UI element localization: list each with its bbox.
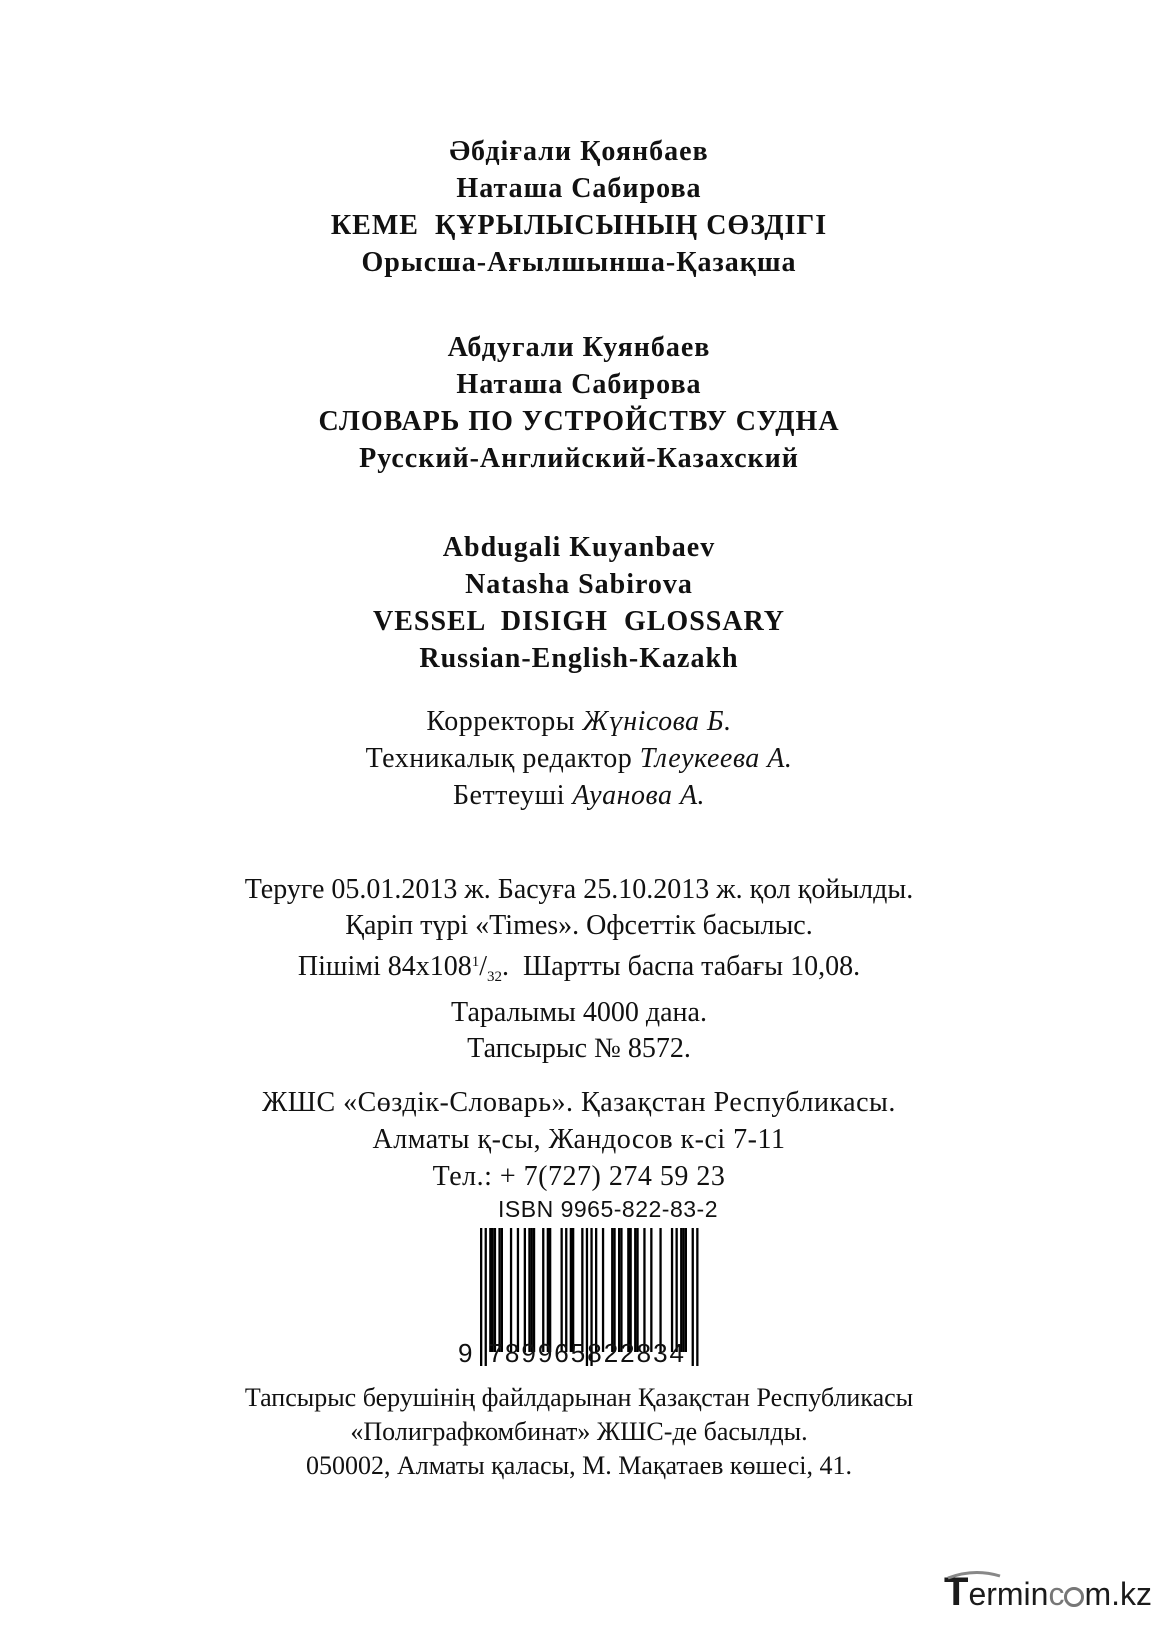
barcode-bar (643, 1228, 645, 1352)
logo-letter-t: T (944, 1570, 969, 1614)
russian-author-2: Наташа Сабирова (456, 369, 702, 400)
publisher-phone: Тел.: + 7(727) 274 59 23 (432, 1161, 726, 1192)
logo-swish-icon (944, 1570, 1004, 1620)
barcode-bar (542, 1228, 544, 1352)
russian-languages: Русский-Английский-Казахский (359, 443, 799, 474)
barcode-bar (517, 1228, 519, 1352)
logo-magnifier-icon (1064, 1587, 1084, 1607)
layout-line (0, 777, 1158, 814)
barcode-bar (524, 1228, 526, 1352)
format-slash: / (479, 951, 488, 982)
english-title-block (0, 529, 1158, 677)
english-author-1: Abdugali Kuyanbaev (442, 532, 716, 563)
tech-editor-line (0, 740, 1158, 777)
barcode-bar (620, 1228, 622, 1352)
layout-name: Ауанова А. (572, 780, 706, 811)
barcode-bar (602, 1228, 604, 1352)
format-sup: 1 (471, 954, 480, 970)
barcode-bar (570, 1228, 572, 1352)
layout-label: Беттеуші (452, 780, 565, 811)
print-info (0, 872, 1158, 1067)
isbn-label: ISBN 9965-822-83-2 (498, 1196, 718, 1222)
russian-title: СЛОВАРЬ ПО УСТРОЙСТВУ СУДНА (318, 406, 840, 437)
barcode-bar (492, 1228, 494, 1352)
barcode-bar (636, 1228, 638, 1352)
publisher-address: Алматы қ-сы, Жандосов к-сі 7-11 (372, 1124, 786, 1155)
barcode-bar (572, 1228, 574, 1352)
printer-info (0, 1381, 1158, 1483)
english-author-2: Natasha Sabirova (465, 569, 693, 600)
kazakh-author-1: Әбдіғали Қоянбаев (449, 136, 709, 167)
publisher-info (0, 1084, 1158, 1195)
printer-line-1: Тапсырыс берушінің файлдарынан Қазақстан Республикасы (244, 1383, 914, 1412)
barcode-bar (549, 1228, 551, 1352)
barcode-bar (613, 1228, 615, 1352)
print-circulation: Таралымы 4000 дана. (451, 997, 707, 1028)
barcode-bar (533, 1228, 535, 1352)
barcode-bar (528, 1228, 530, 1352)
barcode-bar (676, 1228, 678, 1352)
printer-line-2: «Полиграфкомбинат» ЖШС-де басылды. (350, 1417, 808, 1446)
english-languages: Russian-English-Kazakh (419, 643, 739, 674)
print-dates: Теруге 05.01.2013 ж. Басуға 25.10.2013 ж. қол қойылды. (244, 874, 914, 905)
barcode-bar (510, 1228, 512, 1352)
barcode-bar (595, 1228, 597, 1352)
barcode-bar (682, 1228, 684, 1352)
russian-author-1: Абдугали Куянбаев (447, 332, 711, 363)
tech-editor-name: Тлеукеева А. (639, 743, 793, 774)
barcode-bar (618, 1228, 620, 1352)
format-sub: 32 (487, 969, 503, 985)
format-prefix: Пішімі 84х108 (297, 951, 472, 982)
termincom-watermark-logo (944, 1570, 1152, 1620)
tech-editor-label: Техникалық редактор (365, 743, 633, 774)
barcode-bar (627, 1228, 629, 1352)
print-format (0, 944, 1158, 995)
logo-text-end: m.kz (1084, 1576, 1152, 1612)
barcode-bar (634, 1228, 636, 1352)
publisher-name: ЖШС «Сөздік-Словарь». Қазақстан Республикасы. (262, 1087, 896, 1118)
kazakh-author-2: Наташа Сабирова (456, 173, 702, 204)
corrector-line (0, 703, 1158, 740)
barcode-bar (565, 1228, 567, 1352)
barcode-bar (561, 1228, 563, 1352)
ean-digits (458, 1338, 758, 1369)
print-font: Қаріп түрі «Times». Офсеттік басылыс. (345, 910, 813, 941)
barcode-bar (581, 1228, 583, 1352)
staff-credits (0, 703, 1158, 814)
printer-line-3: 050002, Алматы қаласы, М. Мақатаев көшесі, 41. (305, 1451, 853, 1480)
print-order: Тапсырыс № 8572. (467, 1033, 691, 1064)
barcode-bar (498, 1228, 500, 1352)
barcode-bar (531, 1228, 533, 1352)
logo-text-c: c (1048, 1576, 1065, 1612)
kazakh-title-block (0, 133, 1158, 281)
format-suffix: . Шартты баспа табағы 10,08. (502, 951, 861, 982)
barcode-bar (671, 1228, 673, 1352)
english-title: VESSEL DISIGH GLOSSARY (372, 606, 786, 637)
barcode-bar (494, 1228, 496, 1352)
barcode-bar (650, 1228, 652, 1352)
corrector-name: Жүнісова Б. (582, 706, 732, 737)
barcode-bar (611, 1228, 613, 1352)
logo-text-mid: ermin (968, 1576, 1049, 1612)
barcode-bar (680, 1228, 682, 1352)
corrector-label: Корректоры (426, 706, 576, 737)
barcode-bar (685, 1228, 687, 1352)
russian-title-block (0, 329, 1158, 477)
kazakh-languages: Орысша-Ағылшынша-Қазақша (361, 247, 797, 278)
barcode-bar (659, 1228, 661, 1352)
ean-first-digit: 9 (458, 1338, 475, 1368)
barcode-bar (630, 1228, 632, 1352)
ean-rest-digits: 789965822834 (488, 1338, 686, 1368)
barcode-bar (547, 1228, 549, 1352)
barcode-bar (489, 1228, 491, 1352)
barcode-bar (501, 1228, 503, 1352)
kazakh-title: КЕМЕ ҚҰРЫЛЫСЫНЫҢ СӨЗДІГІ (330, 210, 828, 241)
